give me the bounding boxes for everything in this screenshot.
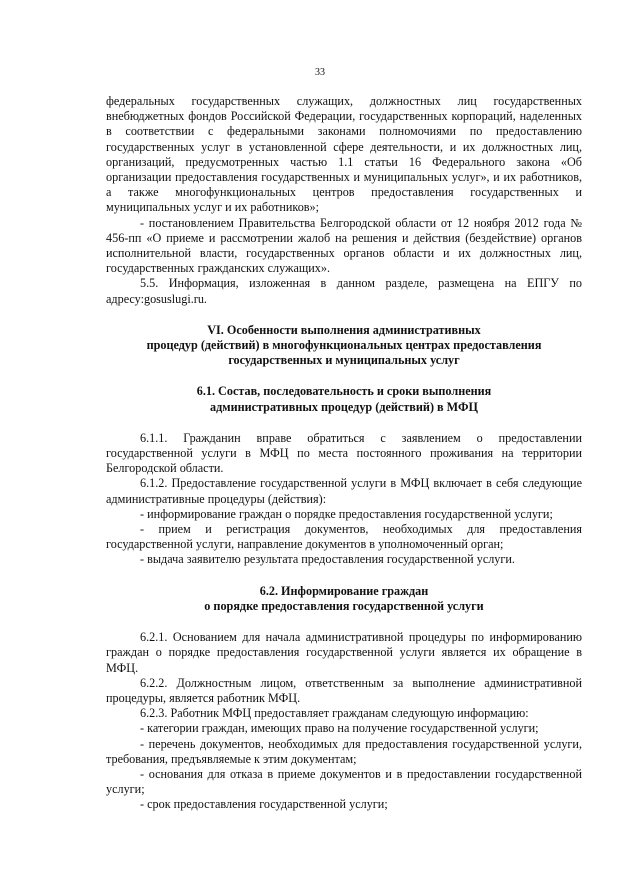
list-item: - перечень документов, необходимых для предоставления государственной услуги, требования, предъявляемые к этим документам; <box>106 736 582 766</box>
section-heading-vi <box>106 323 582 369</box>
page-number: 33 <box>315 67 325 78</box>
heading-line: о порядке предоставления государственной услуги <box>204 598 484 613</box>
list-item: - срок предоставления государственной услуги; <box>140 797 388 812</box>
section-heading-6-1 <box>106 384 582 414</box>
paragraph: федеральных государственных служащих, должностных лиц государственных внебюджетных фондов Российской Федерации, государственных корпораций, наделенных в соответствии с федеральными законами полномочиями по предоставлению государственных услуг в установленной сфере деятельности, и их должностных лиц, организаций, предусмотренных частью 1.1 статьи 16 Федерального закона «Об организации предоставления государственных и муниципальных услуг», и их работников, а также многофункциональных центров предоставления государственных и муниципальных услуг и их работников»; <box>106 94 582 215</box>
heading-line: 6.2. Информирование граждан <box>259 583 429 598</box>
paragraph: 6.2.1. Основанием для начала административной процедуры по информированию граждан о порядке предоставления государственной услуги является их обращение в МФЦ. <box>106 630 582 675</box>
paragraph: 6.2.2. Должностным лицом, ответственным за выполнение административной процедуры, является работник МФЦ. <box>106 675 582 705</box>
heading-line: процедур (действий) в многофункциональных центрах предоставления <box>146 338 542 353</box>
list-item: - основания для отказа в приеме документов и в предоставлении государственной услуги; <box>106 766 582 797</box>
paragraph: 6.2.3. Работник МФЦ предоставляет гражданам следующую информацию: <box>140 706 529 721</box>
list-item: - выдача заявителю результата предоставления государственной услуги. <box>140 552 515 567</box>
list-item: - информирование граждан о порядке предоставления государственной услуги; <box>140 506 553 521</box>
list-item: - прием и регистрация документов, необходимых для предоставления государственной услуги, направление документов в уполномоченный орган; <box>106 522 582 552</box>
paragraph: 6.1.1. Гражданин вправе обратиться с заявлением о предоставлении государственной услуги в МФЦ по места постоянного проживания на территории Белгородской области. <box>106 430 582 476</box>
heading-line: государственных и муниципальных услуг <box>228 353 460 368</box>
heading-line: административных процедур (действий) в МФЦ <box>210 399 478 414</box>
section-heading-6-2 <box>106 584 582 614</box>
list-item: - категории граждан, имеющих право на получение государственной услуги; <box>140 721 539 736</box>
heading-line: VI. Особенности выполнения административных <box>207 322 481 337</box>
paragraph: 6.1.2. Предоставление государственной услуги в МФЦ включает в себя следующие административные процедуры (действия): <box>106 476 582 506</box>
heading-line: 6.1. Состав, последовательность и сроки выполнения <box>196 384 492 399</box>
paragraph: 5.5. Информация, изложенная в данном разделе, размещена на ЕПГУ по адресу:gosuslugi.ru. <box>106 276 582 306</box>
paragraph: - постановлением Правительства Белгородской области от 12 ноября 2012 года № 456-пп «О приеме и рассмотрении жалоб на решения и действия (бездействие) органов исполнительной власти, государственных органов области и их должностных лиц, государственных гражданских служащих». <box>106 215 582 276</box>
document-body <box>106 94 582 813</box>
